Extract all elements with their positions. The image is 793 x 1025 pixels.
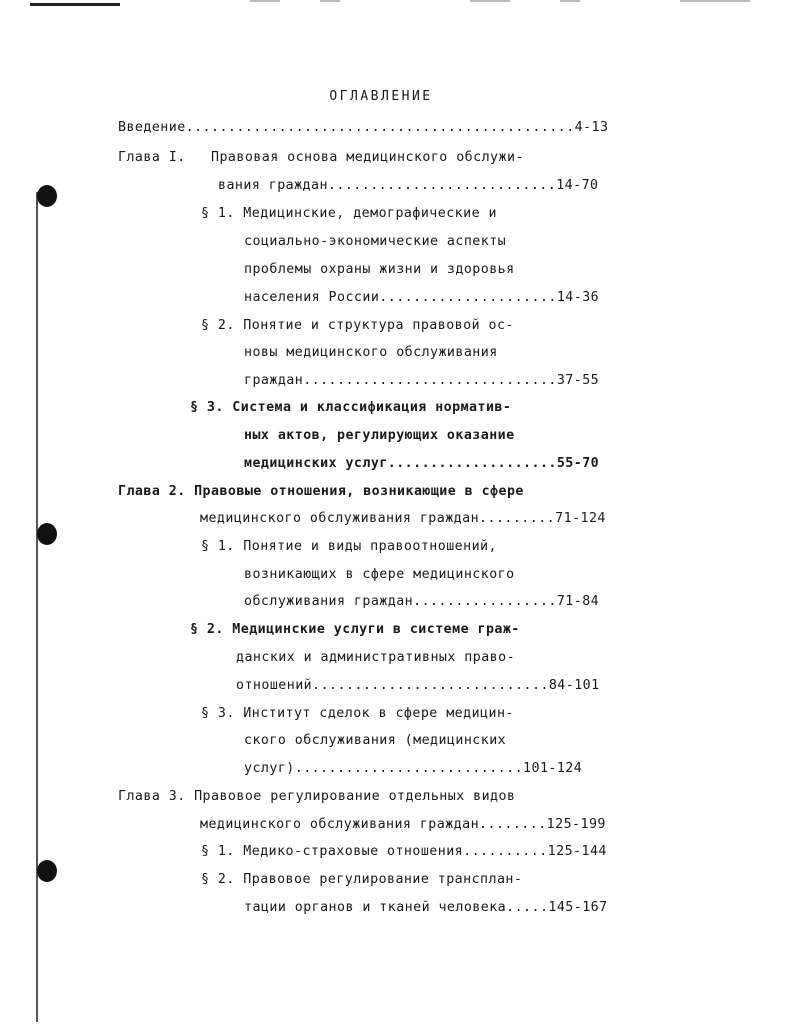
- toc-chapter-heading: Глава 3. Правовое регулирование отдельных видов: [118, 789, 516, 804]
- toc-entry: населения России.....................14-36: [244, 290, 600, 305]
- toc-entry: тации органов и тканей человека.....145-167: [244, 900, 608, 915]
- toc-entry: вания граждан...........................14-70: [218, 178, 599, 193]
- toc-entry: § 1. Медико-страховые отношения..........125-144: [201, 844, 607, 859]
- scan-artifact-mark: [560, 0, 580, 2]
- toc-chapter-heading: Глава I. Правовая основа медицинского обслужи-: [118, 150, 524, 165]
- toc-section-heading: § 1. Медицинские, демографические и: [201, 206, 497, 221]
- toc-section-heading: § 2. Правовое регулирование трансплан-: [201, 872, 523, 887]
- scan-artifact-top: [30, 3, 120, 6]
- toc-entry-line: ных актов, регулирующих оказание: [244, 428, 515, 443]
- toc-entry-line: ского обслуживания (медицинских: [244, 733, 507, 748]
- toc-entry: медицинского обслуживания граждан........125-199: [200, 817, 606, 832]
- toc-entry-line: проблемы охраны жизни и здоровья: [244, 262, 515, 277]
- toc-entry-line: новы медицинского обслуживания: [244, 345, 498, 360]
- scan-artifact-mark: [470, 0, 510, 2]
- punch-hole-mark: [37, 860, 57, 882]
- scan-artifact-mark: [320, 0, 340, 2]
- toc-entry: медицинского обслуживания граждан.........71-124: [200, 511, 606, 526]
- toc-section-heading: § 2. Медицинские услуги в системе граж-: [190, 622, 520, 637]
- punch-hole-mark: [37, 185, 57, 207]
- punch-hole-mark: [37, 523, 57, 545]
- scan-artifact-mark: [680, 0, 750, 2]
- page-title: ОГЛАВЛЕНИЕ: [329, 89, 433, 104]
- toc-chapter-heading: Глава 2. Правовые отношения, возникающие в сфере: [118, 484, 524, 499]
- toc-section-heading: § 3. Система и классификация норматив-: [190, 400, 512, 415]
- toc-section-heading: § 1. Понятие и виды правоотношений,: [201, 539, 497, 554]
- toc-section-heading: § 3. Институт сделок в сфере медицин-: [201, 706, 514, 721]
- toc-entry-line: данских и административных право-: [236, 650, 516, 665]
- toc-section-heading: § 2. Понятие и структура правовой ос-: [201, 318, 514, 333]
- toc-entry: обслуживания граждан.................71-84: [244, 594, 600, 609]
- binder-edge-line: [36, 192, 38, 1022]
- toc-entry-line: возникающих в сфере медицинского: [244, 567, 515, 582]
- toc-entry: услуг)...........................101-124: [244, 761, 583, 776]
- toc-entry-line: социально-экономические аспекты: [244, 234, 507, 249]
- toc-entry: Введение..............................................4-13: [118, 120, 609, 135]
- toc-entry: медицинских услуг....................55-70: [244, 456, 600, 471]
- scan-artifact-mark: [250, 0, 280, 2]
- toc-entry: граждан..............................37-55: [244, 373, 600, 388]
- toc-entry: отношений............................84-101: [236, 678, 600, 693]
